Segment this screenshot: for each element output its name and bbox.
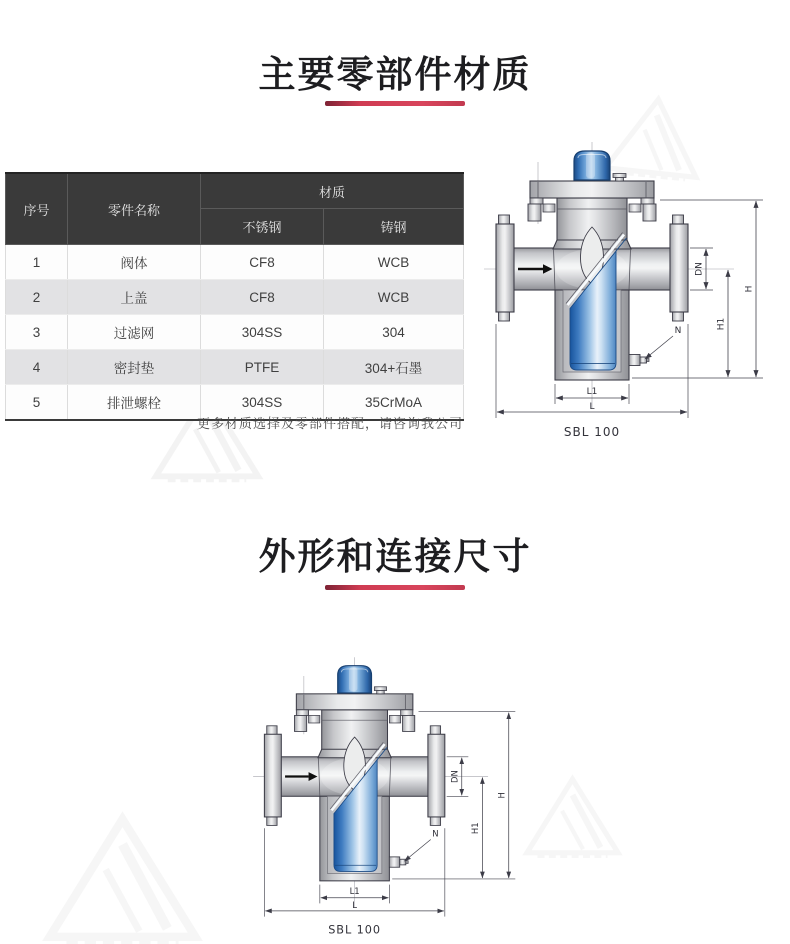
vent-fitting xyxy=(374,687,386,694)
flange-left xyxy=(496,215,514,321)
table-row xyxy=(6,315,464,350)
drain-plug xyxy=(629,355,649,366)
dim-label-l: L xyxy=(589,402,595,412)
dim-label-h1: H1 xyxy=(716,317,727,331)
watermark-logo xyxy=(30,808,215,944)
cap xyxy=(338,666,372,693)
dim-label-h: H xyxy=(744,285,755,293)
table-row xyxy=(6,280,464,315)
title-underline xyxy=(325,101,465,106)
cell-part: 排泄螺栓 xyxy=(68,385,201,421)
section-title-dimensions: 外形和连接尺寸 xyxy=(258,536,532,577)
cap xyxy=(574,151,610,180)
cell-part: 过滤网 xyxy=(68,315,201,350)
cell-no: 2 xyxy=(6,280,68,315)
strainer-diagram-top xyxy=(482,112,772,444)
materials-table xyxy=(5,172,464,421)
cell-stainless: 304SS xyxy=(201,385,324,421)
cell-no: 3 xyxy=(6,315,68,350)
table-row xyxy=(6,245,464,280)
dim-label-l1: L1 xyxy=(349,886,360,897)
dim-label-dn: DN xyxy=(694,262,705,276)
dim-label-l1: L1 xyxy=(586,387,598,397)
cell-no: 5 xyxy=(6,385,68,421)
strainer-technical-drawing xyxy=(251,629,524,941)
cell-no: 4 xyxy=(6,350,68,385)
flange-left xyxy=(264,726,281,826)
flange-right xyxy=(428,726,445,826)
strainer-diagram-bottom xyxy=(251,629,524,941)
cell-cast: WCB xyxy=(324,245,464,280)
dim-label-n: N xyxy=(432,828,439,839)
dim-label-h: H xyxy=(496,792,507,799)
strainer-body xyxy=(496,151,688,380)
cell-part: 密封垫 xyxy=(68,350,201,385)
cell-cast: WCB xyxy=(324,280,464,315)
table-row xyxy=(6,350,464,385)
header-cell-part: 零件名称 xyxy=(68,173,201,245)
dim-label-h1: H1 xyxy=(470,822,481,835)
dim-label-n: N xyxy=(674,326,682,336)
cell-part: 上盖 xyxy=(68,280,201,315)
title-underline xyxy=(325,585,465,590)
cell-part: 阀体 xyxy=(68,245,201,280)
flange-right xyxy=(670,215,688,321)
header-cell-cast: 铸钢 xyxy=(324,209,464,245)
cell-no: 1 xyxy=(6,245,68,280)
header-cell-stainless: 不锈钢 xyxy=(201,209,324,245)
cell-stainless: CF8 xyxy=(201,280,324,315)
materials-note: 更多材质选择及零部件搭配，请咨询我公司 xyxy=(196,416,463,431)
header-cell-no: 序号 xyxy=(6,173,68,245)
cell-stainless: 304SS xyxy=(201,315,324,350)
dim-label-dn: DN xyxy=(449,770,460,783)
watermark-logo xyxy=(520,772,625,860)
drain-plug xyxy=(389,857,408,867)
cell-stainless: PTFE xyxy=(201,350,324,385)
header-cell-material: 材质 xyxy=(201,173,464,209)
drawing-caption: SBL 100 xyxy=(563,425,621,439)
cell-cast: 35CrMoA xyxy=(324,385,464,421)
section-title-materials: 主要零部件材质 xyxy=(258,54,532,95)
cell-cast: 304 xyxy=(324,315,464,350)
cell-cast: 304+石墨 xyxy=(324,350,464,385)
strainer-body xyxy=(264,666,444,881)
strainer-technical-drawing xyxy=(482,112,772,444)
vent-fitting xyxy=(613,174,626,182)
cell-stainless: CF8 xyxy=(201,245,324,280)
dim-label-l: L xyxy=(352,900,357,911)
drawing-caption: SBL 100 xyxy=(328,923,382,937)
